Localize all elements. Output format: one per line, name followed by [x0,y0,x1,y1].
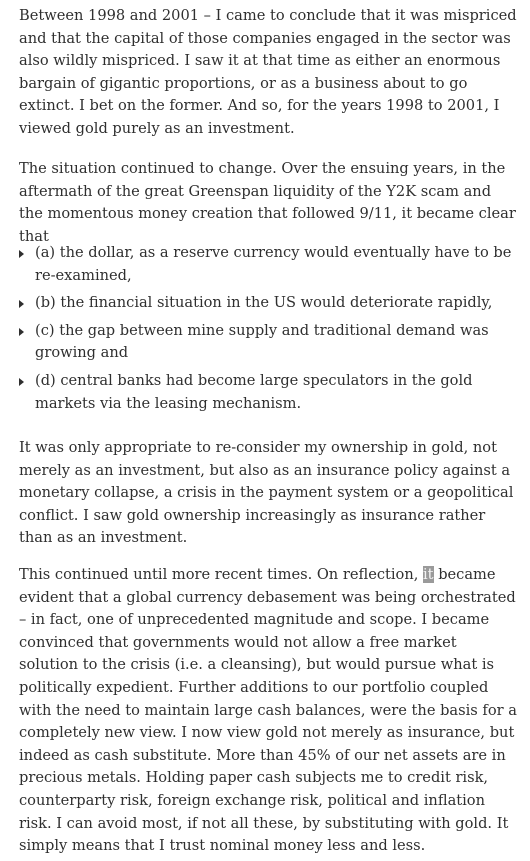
list-item-text: (b) the financial situation in the US would deteriorate rapidly, [35,294,493,312]
list-item [19,370,519,415]
paragraph: It was only appropriate to re-consider my ownership in gold, not merely as an investment, but also as an insurance policy against a monetary collapse, a crisis in the payment system or a geopolitical conflict. I saw gold ownership increasingly as insurance rather than as an investment. [19,439,514,547]
triangle-bullet-icon [19,300,24,308]
triangle-bullet-icon [19,328,24,336]
list-item [19,292,519,315]
paragraph [19,564,519,858]
highlighted-word[interactable]: it [423,566,434,583]
list-item-text: (c) the gap between mine supply and traditional demand was growing and [35,321,489,362]
list-item-text: (d) central banks had become large speculators in the gold markets via the leasing mechanism. [35,371,473,412]
paragraph: Between 1998 and 2001 – I came to conclude that it was mispriced and that the capital of those companies engaged in the sector was also wildly mispriced. I saw it at that time as either an enormous bargain of gigantic proportions, or as a business about to go extinct. I bet on the former. And so, for the years 1998 to 2001, I viewed gold purely as an investment. [19,7,517,137]
list-item [19,320,519,365]
list-item [19,242,519,287]
list-item-text: (a) the dollar, as a reserve currency would eventually have to be re-examined, [35,244,512,284]
triangle-bullet-icon [19,250,24,258]
bullet-list [19,242,519,420]
paragraph-text: became evident that a global currency debasement was being orchestrated – in fact, one of unprecedented magnitude and scope. I became convinced that governments would not allow a free market solution to the crisis (i.e. a cleansing), but would pursue what is politically expedient. Further additions to our portfolio coupled with the need to maintain large cash balances, were the basis for a completely new view. I now view gold not merely as insurance, but indeed as cash substitute. More than 45% of our net assets are in precious metals. Holding paper cash subjects me to credit risk, counterparty risk, foreign exchange risk, political and inflation risk. I can avoid most, if not all these, by substituting with gold. It simply means that I trust nominal money less and less. [19,566,517,855]
paragraph-text: This continued until more recent times. On reflection, [19,566,424,583]
paragraph: The situation continued to change. Over the ensuing years, in the aftermath of the great Greenspan liquidity of the Y2K scam and the momentous money creation that followed 9/11, it became clear that [19,160,516,245]
triangle-bullet-icon [19,378,24,386]
